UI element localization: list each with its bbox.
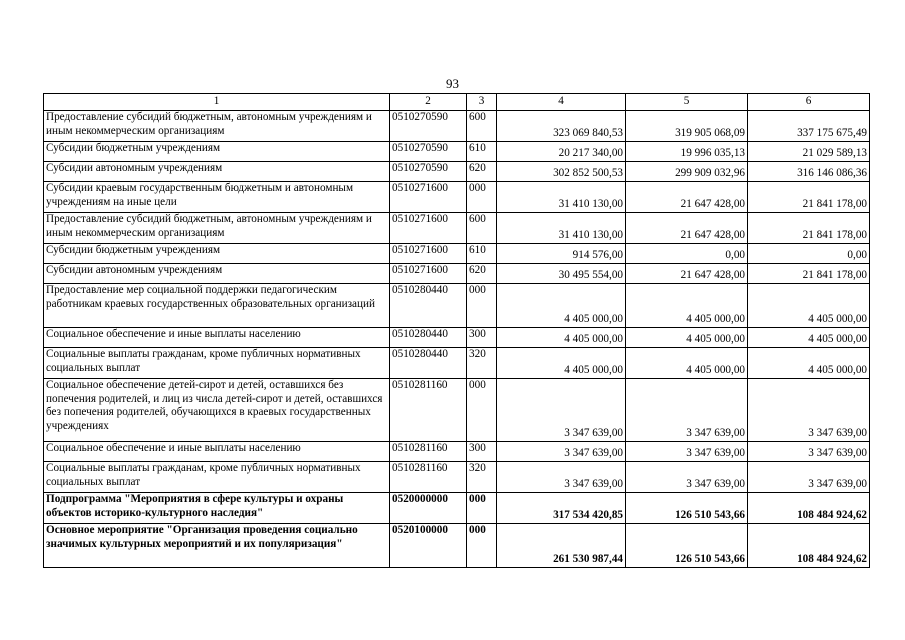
row-code-cell: 0510281160 — [390, 462, 467, 493]
row-value-col5-cell: 126 510 543,66 — [626, 493, 748, 524]
row-code-cell: 0510281160 — [390, 379, 467, 442]
table-row — [44, 244, 870, 264]
row-code-cell: 0510280440 — [390, 284, 467, 328]
table-row — [44, 284, 870, 328]
row-value-col5-cell: 0,00 — [626, 244, 748, 264]
row-value-col4-cell: 317 534 420,85 — [497, 493, 626, 524]
row-name-cell: Социальное обеспечение и иные выплаты населению — [44, 442, 390, 462]
row-value-col6-cell: 21 841 178,00 — [748, 213, 870, 244]
row-value-col4-cell: 3 347 639,00 — [497, 379, 626, 442]
row-name-cell: Предоставление субсидий бюджетным, автономным учреждениям и иным некоммерческим организациям — [44, 213, 390, 244]
row-value-col5-cell: 3 347 639,00 — [626, 442, 748, 462]
row-name-cell: Предоставление мер социальной поддержки педагогическим работникам краевых государственных образовательных организаций — [44, 284, 390, 328]
row-type-cell: 000 — [467, 182, 497, 213]
row-code-cell: 0510270590 — [390, 111, 467, 142]
row-value-col6-cell: 3 347 639,00 — [748, 462, 870, 493]
row-value-col5-cell: 21 647 428,00 — [626, 264, 748, 284]
row-value-col6-cell: 4 405 000,00 — [748, 348, 870, 379]
row-name-cell: Субсидии автономным учреждениям — [44, 162, 390, 182]
column-header: 2 — [390, 94, 467, 111]
row-code-cell: 0510271600 — [390, 182, 467, 213]
row-value-col4-cell: 3 347 639,00 — [497, 442, 626, 462]
row-type-cell: 620 — [467, 162, 497, 182]
row-value-col4-cell: 3 347 639,00 — [497, 462, 626, 493]
row-code-cell: 0510281160 — [390, 442, 467, 462]
row-type-cell: 600 — [467, 213, 497, 244]
row-name-cell: Субсидии краевым государственным бюджетным и автономным учреждениям на иные цели — [44, 182, 390, 213]
row-name-cell: Субсидии автономным учреждениям — [44, 264, 390, 284]
row-value-col5-cell: 4 405 000,00 — [626, 348, 748, 379]
row-code-cell: 0510271600 — [390, 244, 467, 264]
column-header: 1 — [44, 94, 390, 111]
row-value-col5-cell: 3 347 639,00 — [626, 462, 748, 493]
row-value-col5-cell: 19 996 035,13 — [626, 142, 748, 162]
column-header: 6 — [748, 94, 870, 111]
row-value-col5-cell: 319 905 068,09 — [626, 111, 748, 142]
row-value-col6-cell: 4 405 000,00 — [748, 328, 870, 348]
row-value-col4-cell: 323 069 840,53 — [497, 111, 626, 142]
row-type-cell: 000 — [467, 524, 497, 568]
row-code-cell: 0510270590 — [390, 142, 467, 162]
row-type-cell: 000 — [467, 493, 497, 524]
row-type-cell: 610 — [467, 142, 497, 162]
row-name-cell: Субсидии бюджетным учреждениям — [44, 244, 390, 264]
table-row — [44, 182, 870, 213]
row-value-col5-cell: 299 909 032,96 — [626, 162, 748, 182]
row-name-cell: Подпрограмма "Мероприятия в сфере культуры и охраны объектов историко-культурного наследия" — [44, 493, 390, 524]
row-value-col6-cell: 0,00 — [748, 244, 870, 264]
row-type-cell: 320 — [467, 348, 497, 379]
row-value-col6-cell: 3 347 639,00 — [748, 379, 870, 442]
row-value-col6-cell: 108 484 924,62 — [748, 493, 870, 524]
table-row — [44, 379, 870, 442]
row-value-col5-cell: 4 405 000,00 — [626, 328, 748, 348]
row-type-cell: 600 — [467, 111, 497, 142]
row-value-col6-cell: 3 347 639,00 — [748, 442, 870, 462]
row-value-col5-cell: 126 510 543,66 — [626, 524, 748, 568]
row-value-col4-cell: 31 410 130,00 — [497, 213, 626, 244]
row-name-cell: Социальные выплаты гражданам, кроме публичных нормативных социальных выплат — [44, 348, 390, 379]
table-row — [44, 213, 870, 244]
row-code-cell: 0510280440 — [390, 348, 467, 379]
row-name-cell: Социальное обеспечение и иные выплаты населению — [44, 328, 390, 348]
row-value-col6-cell: 316 146 086,36 — [748, 162, 870, 182]
row-value-col6-cell: 108 484 924,62 — [748, 524, 870, 568]
row-value-col4-cell: 302 852 500,53 — [497, 162, 626, 182]
row-type-cell: 300 — [467, 442, 497, 462]
row-value-col6-cell: 21 841 178,00 — [748, 264, 870, 284]
table-row — [44, 348, 870, 379]
row-type-cell: 610 — [467, 244, 497, 264]
row-value-col5-cell: 3 347 639,00 — [626, 379, 748, 442]
row-code-cell: 0520000000 — [390, 493, 467, 524]
page-number: 93 — [446, 76, 459, 91]
row-type-cell: 320 — [467, 462, 497, 493]
row-name-cell: Предоставление субсидий бюджетным, автономным учреждениям и иным некоммерческим организациям — [44, 111, 390, 142]
row-name-cell: Социальное обеспечение детей-сирот и детей, оставшихся без попечения родителей, и лиц из числа детей-сирот и детей, оставшихся без попечения родителей, обучающихся в краевых государственных учреждениях — [44, 379, 390, 442]
row-code-cell: 0510280440 — [390, 328, 467, 348]
table-row — [44, 264, 870, 284]
row-value-col4-cell: 30 495 554,00 — [497, 264, 626, 284]
row-value-col4-cell: 914 576,00 — [497, 244, 626, 264]
row-value-col6-cell: 21 029 589,13 — [748, 142, 870, 162]
table-row — [44, 328, 870, 348]
row-name-cell: Субсидии бюджетным учреждениям — [44, 142, 390, 162]
column-header: 5 — [626, 94, 748, 111]
row-value-col4-cell: 261 530 987,44 — [497, 524, 626, 568]
row-type-cell: 620 — [467, 264, 497, 284]
row-value-col4-cell: 20 217 340,00 — [497, 142, 626, 162]
table-row — [44, 442, 870, 462]
row-type-cell: 000 — [467, 379, 497, 442]
column-header: 3 — [467, 94, 497, 111]
table-row — [44, 524, 870, 568]
table-row — [44, 493, 870, 524]
table-row — [44, 162, 870, 182]
row-code-cell: 0510271600 — [390, 213, 467, 244]
row-value-col5-cell: 21 647 428,00 — [626, 182, 748, 213]
row-code-cell: 0510270590 — [390, 162, 467, 182]
row-value-col4-cell: 31 410 130,00 — [497, 182, 626, 213]
row-code-cell: 0520100000 — [390, 524, 467, 568]
row-type-cell: 000 — [467, 284, 497, 328]
row-value-col4-cell: 4 405 000,00 — [497, 328, 626, 348]
table-row — [44, 111, 870, 142]
row-type-cell: 300 — [467, 328, 497, 348]
budget-table — [43, 93, 870, 568]
row-name-cell: Основное мероприятие "Организация проведения социально значимых культурных мероприятий и их популяризация" — [44, 524, 390, 568]
row-name-cell: Социальные выплаты гражданам, кроме публичных нормативных социальных выплат — [44, 462, 390, 493]
row-value-col6-cell: 337 175 675,49 — [748, 111, 870, 142]
row-value-col6-cell: 4 405 000,00 — [748, 284, 870, 328]
row-value-col5-cell: 4 405 000,00 — [626, 284, 748, 328]
table-row — [44, 142, 870, 162]
row-value-col6-cell: 21 841 178,00 — [748, 182, 870, 213]
table-header-row — [44, 94, 870, 111]
row-value-col4-cell: 4 405 000,00 — [497, 284, 626, 328]
row-code-cell: 0510271600 — [390, 264, 467, 284]
row-value-col5-cell: 21 647 428,00 — [626, 213, 748, 244]
row-value-col4-cell: 4 405 000,00 — [497, 348, 626, 379]
table-row — [44, 462, 870, 493]
column-header: 4 — [497, 94, 626, 111]
